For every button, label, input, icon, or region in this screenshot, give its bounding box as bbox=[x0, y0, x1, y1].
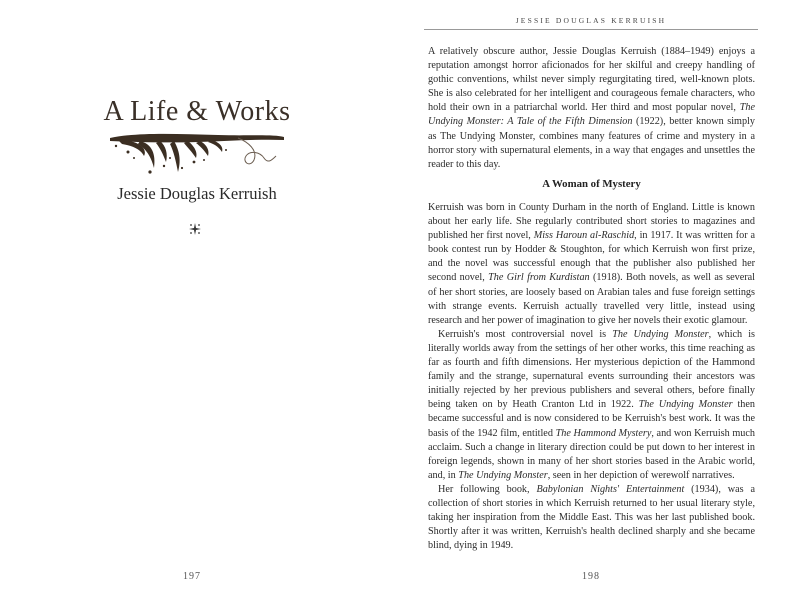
italic-title: The Undying Monster: A Tale of the Fifth Dimension bbox=[428, 102, 755, 128]
italic-title: Miss Haroun al-Raschid bbox=[533, 230, 635, 242]
chapter-title: A Life & Works bbox=[103, 96, 291, 127]
ink-splash-ornament bbox=[108, 128, 286, 176]
italic-title: The Undying Monster bbox=[638, 399, 733, 411]
running-head: JESSIE DOUGLAS KERRUISH bbox=[515, 16, 667, 25]
section-body bbox=[428, 201, 755, 553]
body-paragraph: Kerruish was born in County Durham in the north of England. Little is known about her early life. She regularly contributed short stories to magazines and published her first novel, Miss Haroun al-Raschid, in 1917. It was written for a book contest run by Hodder & Stoughton, for which Kerruish won first prize, and the novel was successful enough that the publisher also published her second novel, The Girl from Kurdistan (1918). Both novels, as well as several of her short stories, are loosely based on Arabian tales and fuse foreign settings with strange events. Kerruish actually travelled very little, instead using research and her power of imagination to give her novels their exotic glamour. bbox=[428, 202, 756, 326]
body-paragraph: Kerruish's most controversial novel is The Undying Monster, which is literally worlds away from the settings of her other works, this time reaching as far as fourth and fifth dimensions. Her mysterious depiction of the Hammond family and the strange, supernatural events surrounding their ancestors was initially rejected by her previous publishers and several others, before finally being taken on by Heath Cranton Ltd in 1922. The Undying Monster then became successful and is now considered to be Kerruish's best work. It was the basis of the 1942 film, entitled The Hammond Mystery, and won Kerruish much acclaim. Such a change in literary direction could be put down to her interest in foreign legends, shown in many of her short stories based in the Arabic world, and, in The Undying Monster, seen in her depiction of werewolf narratives. bbox=[428, 328, 756, 481]
section-heading: A Woman of Mystery bbox=[542, 178, 641, 190]
italic-title: The Girl from Kurdistan bbox=[488, 272, 590, 284]
intro-paragraph: A relatively obscure author, Jessie Douglas Kerruish (1884–1949) enjoys a reputation amongst horror aficionados for her skilful and creepy handling of gothic conventions, whilst never simply regurgitating tired, well-known plots. She is also celebrated for her intelligent and courageous female characters, who hold their own in a patriarchal world. Her third and most popular novel, The Undying Monster: A Tale of the Fifth Dimension (1922), better known simply as The Undying Monster, combines many features of crime and mystery in a horror story with supernatural elements, in a way that engages and unsettles the reader to this day. bbox=[428, 46, 755, 170]
italic-title: Babylonian Nights' Entertainment bbox=[536, 483, 685, 495]
header-rule bbox=[424, 29, 758, 30]
italic-title: The Undying Monster bbox=[612, 328, 709, 340]
intro-body bbox=[428, 45, 755, 172]
right-page bbox=[394, 0, 788, 600]
italic-title: The Hammond Mystery bbox=[555, 427, 652, 439]
page-number: 198 bbox=[582, 571, 600, 582]
body-paragraph: Her following book, Babylonian Nights' Entertainment (1934), was a collection of short stories in which Kerruish returned to her usual literary style, taking her inspiration from the Middle East. This was her last published book. Shortly after it was written, Kerruish's health declined sharply and she became blind, dying in 1949. bbox=[428, 483, 756, 552]
italic-title: The Undying Monster bbox=[458, 469, 548, 481]
fleuron-icon bbox=[188, 222, 202, 236]
author-name: Jessie Douglas Kerruish bbox=[117, 184, 277, 203]
page-number: 197 bbox=[183, 571, 201, 582]
